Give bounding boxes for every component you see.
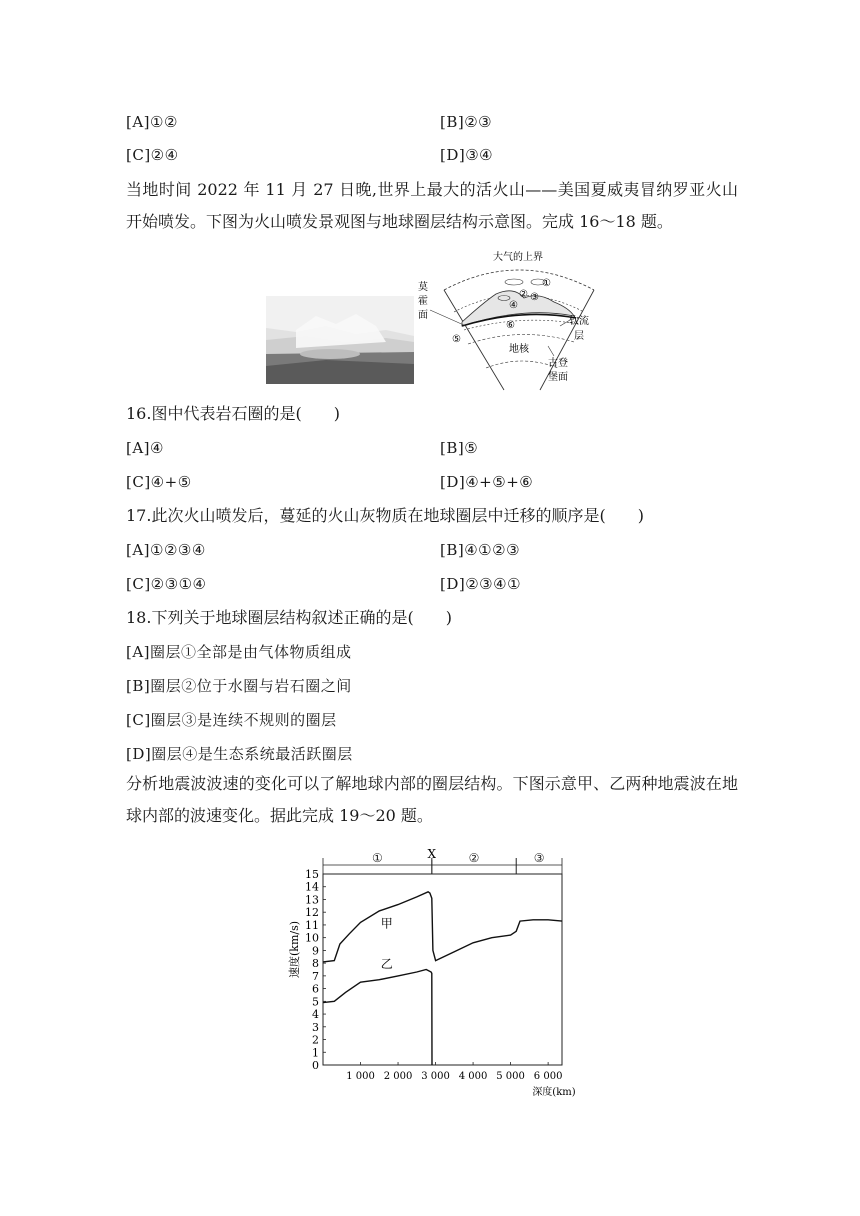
earth-sphere-diagram [414,250,604,398]
zone-label: ③ [533,851,545,865]
y-tick-label: 11 [305,918,319,932]
layer-5-marker: ⑤ [452,334,461,345]
q17-option-b: [B]④①②③ [440,541,521,559]
series-line-1 [323,892,562,962]
q17-option-a: [A]①②③④ [126,541,206,559]
layer-3-marker: ③ [530,292,539,303]
q17-option-d: [D]②③④① [440,575,522,593]
y-tick-label: 1 [312,1046,319,1060]
q16-stem: 16.图中代表岩石圈的是( ) [126,404,340,423]
layer-4-marker: ④ [509,300,518,311]
q15-option-a: [A]①② [126,113,178,131]
q17-stem: 17.此次火山喷发后，蔓延的火山灰物质在地球圈层中迁移的顺序是( ) [126,506,644,525]
zone-label-x: X [427,848,437,861]
gutenberg-label-2: 堡面 [548,372,568,383]
series-line-2 [323,970,432,1066]
x-tick-label: 2 000 [383,1071,413,1082]
x-tick-label: 4 000 [458,1071,488,1082]
passage-seismic: 分析地震波波速的变化可以了解地球内部的圈层结构。下图示意甲、乙两种地震波在地球内部的波速变化。据此完成 19～20 题。 [126,774,738,825]
moho-label-3: 面 [418,310,428,321]
y-tick-label: 3 [312,1020,319,1034]
layer-1-marker: ① [542,278,551,289]
y-tick-label: 2 [312,1033,319,1047]
y-tick-label: 7 [312,969,319,983]
q16-option-b: [B]⑤ [440,439,479,457]
zone-label: ② [468,851,480,865]
series-label-jia: 甲 [380,916,393,931]
q16-option-a: [A]④ [126,439,164,457]
x-tick-label: 3 000 [421,1071,450,1082]
q16-option-d: [D]④+⑤+⑥ [440,473,534,491]
y-tick-label: 15 [305,868,319,881]
y-tick-label: 6 [312,982,319,996]
passage-volcano: 当地时间 2022 年 11 月 27 日晚,世界上最大的活火山——美国夏威夷冒纳罗亚火山开始喷发。下图为火山喷发景观图与地球圈层结构示意图。完成 16～18 题。 [126,180,738,231]
q18-option-b: [B]圈层②位于水圈与岩石圈之间 [126,677,352,695]
q18-option-a: [A]圈层①全部是由气体物质组成 [126,643,352,661]
q18-stem: 18.下列关于地球圈层结构叙述正确的是( ) [126,608,452,627]
x-tick-label: 1 000 [346,1071,375,1082]
core-label: 地核 [509,344,529,355]
volcano-photo [266,296,414,384]
y-tick-label: 12 [305,906,319,920]
moho-label-2: 霍 [418,296,428,307]
q15-option-c: [C]②④ [126,146,179,164]
y-tick-label: 8 [312,957,319,971]
q15-option-b: [B]②③ [440,113,493,131]
layer-2-marker: ② [519,289,528,300]
y-axis-label: 速度(km/s) [288,920,301,979]
y-tick-label: 4 [312,1008,319,1022]
y-tick-label: 14 [305,880,319,894]
asthenosphere-label-2: 层 [574,331,584,342]
y-tick-label: 0 [312,1059,319,1072]
series-label-yi: 乙 [380,957,393,972]
plot-frame [323,874,562,1065]
y-tick-label: 10 [305,931,319,945]
q17-option-c: [C]②③①④ [126,575,207,593]
zone-label: ① [372,851,383,865]
x-axis-label: 深度(km) [532,1087,576,1098]
q18-option-c: [C]圈层③是连续不规则的圈层 [126,711,337,729]
moho-label-1: 莫 [418,282,428,293]
gutenberg-label-1: 古登 [548,358,568,369]
q18-option-d: [D]圈层④是生态系统最活跃圈层 [126,745,353,763]
x-tick-label: 5 000 [496,1071,525,1082]
y-tick-label: 5 [312,995,319,1009]
upper-atmosphere-label: 大气的上界 [493,252,543,263]
q15-option-d: [D]③④ [440,146,494,164]
q16-option-c: [C]④+⑤ [126,473,192,491]
y-tick-label: 13 [305,893,319,907]
layer-6-marker: ⑥ [506,320,515,331]
y-tick-label: 9 [312,944,319,958]
x-tick-label: 6 000 [533,1071,563,1082]
seismic-velocity-chart [280,848,580,1098]
asthenosphere-label-1: 软流 [569,316,589,327]
